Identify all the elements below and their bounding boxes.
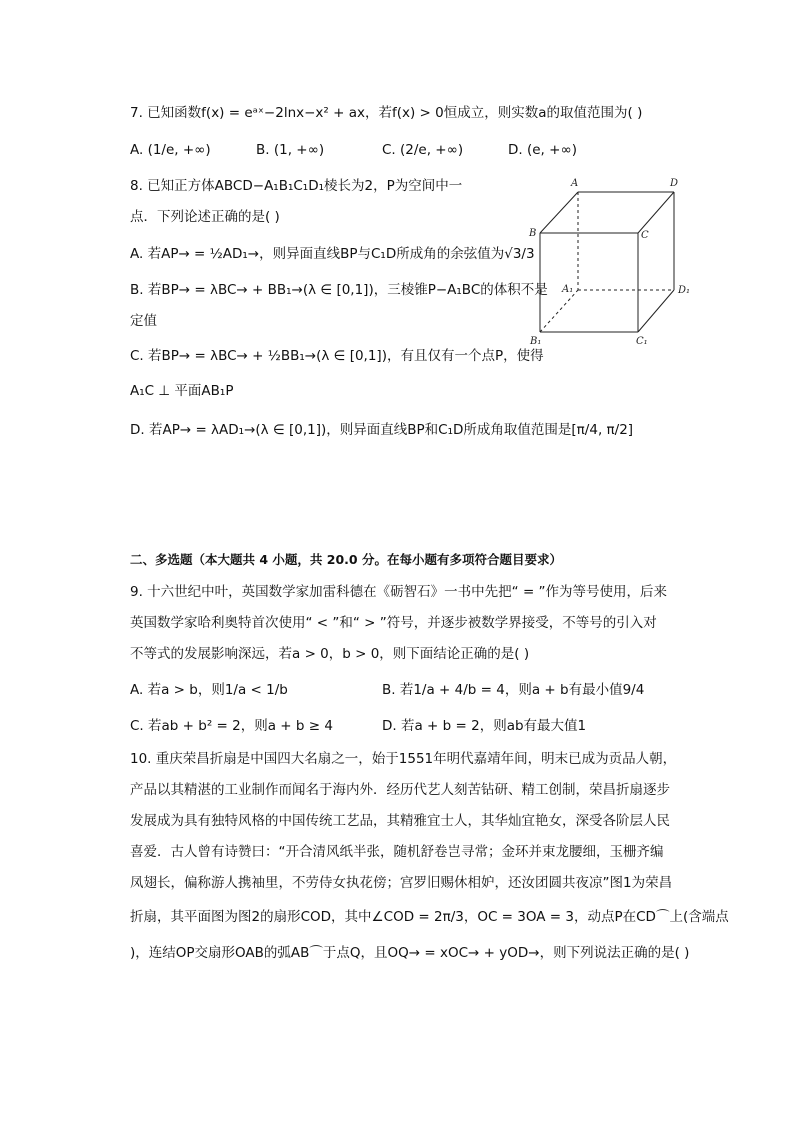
label-b1: B₁	[530, 336, 542, 347]
label-d: D	[670, 178, 679, 189]
label-c: C	[641, 230, 649, 241]
q8-stem-line2: 点．下列论述正确的是( )	[130, 209, 280, 225]
q10-line3: 发展成为具有独特风格的中国传统工艺品，其精雅宜士人，其华灿宜艳女，深受各阶层人民	[130, 813, 670, 829]
q9-option-b: B. 若1/a + 4/b = 4，则a + b有最小值9/4	[382, 682, 645, 698]
q10-line1: 10. 重庆荣昌折扇是中国四大名扇之一，始于1551年明代嘉靖年间，明末已成为贡品人朝，	[130, 751, 677, 767]
q9-option-a: A. 若a > b，则1/a < 1/b	[130, 682, 288, 698]
q8-option-b-line1: B. 若BP→ = λBC→ + BB₁→(λ ∈ [0,1])，三棱锥P−A₁BC的体积不是	[130, 282, 548, 298]
q10-line7: )，连结OP交扇形OAB的弧AB⌒于点Q，且OQ→ = xOC→ + yOD→，则下列说法正确的是( )	[130, 945, 690, 961]
edge-c-d	[638, 192, 674, 233]
q10-line6: 折扇，其平面图为图2的扇形COD，其中∠COD = 2π/3，OC = 3OA = 3，动点P在CD⌒上(含端点	[130, 909, 729, 925]
label-a: A	[571, 178, 579, 189]
label-a1: A₁	[562, 284, 574, 295]
q8-option-b-line2: 定值	[130, 313, 157, 329]
q7-option-d: D. (e, +∞)	[508, 142, 577, 158]
edge-b-a	[540, 192, 578, 233]
section-heading: 二、多选题（本大题共 4 小题，共 20.0 分。在每小题有多项符合题目要求）	[130, 552, 562, 567]
q9-line2: 英国数学家哈利奥特首次使用“ < ”和“ > ”符号，并逐步被数学界接受，不等号的引入对	[130, 615, 657, 631]
q10-line5: 凤翅长，偏称游人携袖里，不劳侍女执花傍；宫罗旧赐休相妒，还汝团圆共夜凉”图1为荣昌	[130, 875, 673, 891]
label-d1: D₁	[678, 285, 691, 296]
edge-c1-d1	[638, 290, 674, 332]
cube-figure	[520, 172, 700, 352]
q10-line2: 产品以其精湛的工业制作而闻名于海内外．经历代艺人刻苦钻研、精工创制，荣昌折扇逐步	[130, 782, 670, 798]
q10-line4: 喜爱．古人曾有诗赞曰：“开合清风纸半张，随机舒卷岂寻常；金环并束龙腰细，玉栅齐编	[130, 844, 664, 860]
q8-option-d: D. 若AP→ = λAD₁→(λ ∈ [0,1])，则异面直线BP和C₁D所成角取值范围是[π/4, π/2]	[130, 422, 634, 438]
label-c1: C₁	[636, 336, 648, 347]
q9-option-c: C. 若ab + b² = 2，则a + b ≥ 4	[130, 718, 333, 734]
q7-option-a: A. (1/e, +∞)	[130, 142, 211, 158]
q8-option-a: A. 若AP→ = ½AD₁→，则异面直线BP与C₁D所成角的余弦值为√3/3	[130, 246, 535, 262]
q7-option-b: B. (1, +∞)	[256, 142, 325, 158]
q9-line1: 9. 十六世纪中叶，英国数学家加雷科德在《砺智石》一书中先把“ = ”作为等号使用，后来	[130, 584, 668, 600]
q7-stem: 7. 已知函数f(x) = eᵃˣ−2lnx−x² + ax，若f(x) > 0恒成立，则实数a的取值范围为( )	[130, 105, 643, 121]
q9-option-d: D. 若a + b = 2，则ab有最大值1	[382, 718, 587, 734]
q8-stem-line1: 8. 已知正方体ABCD−A₁B₁C₁D₁棱长为2，P为空间中一	[130, 178, 463, 194]
q9-line3: 不等式的发展影响深远，若a > 0，b > 0，则下面结论正确的是( )	[130, 646, 530, 662]
label-b: B	[529, 228, 537, 239]
q7-option-c: C. (2/e, +∞)	[382, 142, 464, 158]
q8-option-c-line2: A₁C ⊥ 平面AB₁P	[130, 383, 234, 399]
edge-b1-a1	[540, 290, 578, 332]
q8-option-c-line1: C. 若BP→ = λBC→ + ½BB₁→(λ ∈ [0,1])，有且仅有一个点P，使得	[130, 348, 544, 364]
